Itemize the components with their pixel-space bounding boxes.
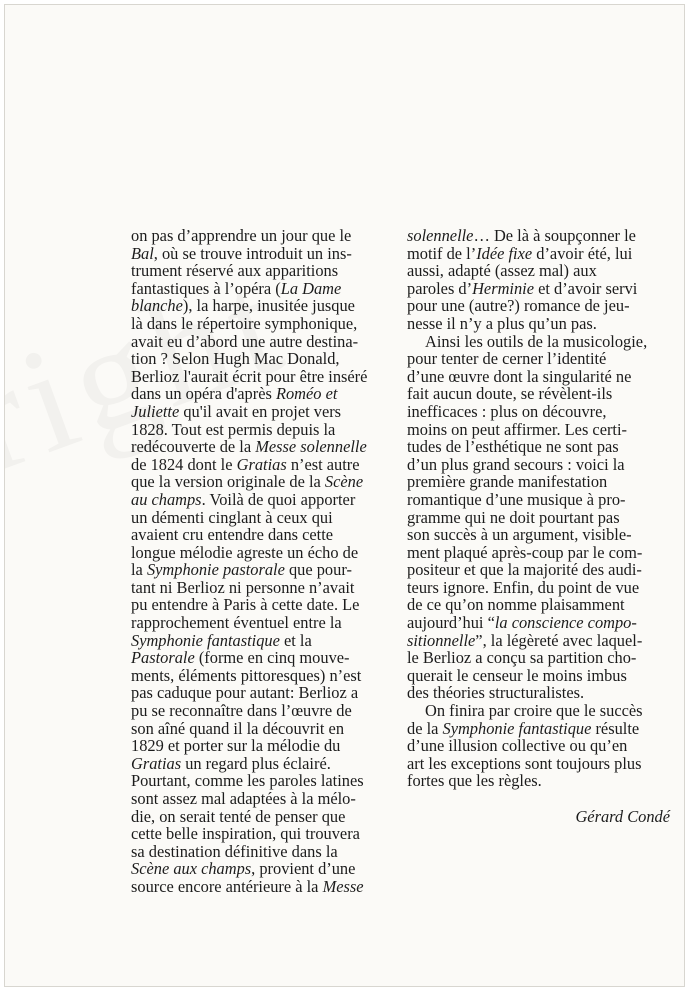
text-line [407, 526, 674, 544]
text-segment: aujourd’hui “ [407, 613, 495, 633]
text-segment: fait aucun doute, se révèlent-ils [407, 384, 613, 404]
text-segment: Pourtant, comme les paroles latines [131, 771, 364, 791]
text-line [407, 438, 674, 456]
text-line [131, 878, 396, 896]
text-segment: pu entendre à Paris à cette date. Le [131, 595, 360, 615]
text-segment: sont assez mal adaptées à la mélo- [131, 789, 356, 808]
text-line [131, 843, 396, 861]
text-line [131, 561, 396, 579]
italic-title-text: Idée fixe [476, 243, 533, 263]
text-line [131, 385, 396, 403]
text-segment: d’avoir été, lui [532, 243, 633, 263]
right-column-paragraphs [407, 227, 674, 790]
text-line [131, 649, 396, 667]
italic-title-text: la conscience compo- [494, 613, 637, 633]
italic-title-text: La Dame [280, 278, 342, 298]
text-line [131, 280, 396, 298]
text-line [131, 737, 396, 755]
text-line [407, 421, 674, 439]
right-text-column [407, 227, 674, 826]
text-line [131, 403, 396, 421]
text-line [407, 772, 674, 790]
text-segment: la [131, 560, 147, 580]
text-segment: querait le censeur le moins imbus [407, 665, 627, 685]
italic-title-text: Symphonie fantastique [131, 630, 280, 650]
text-line [407, 456, 674, 474]
text-segment: pas caduque pour autant: Berlioz a [131, 683, 359, 703]
text-line [131, 245, 396, 263]
text-segment: cette belle inspiration, qui trouvera [131, 824, 360, 844]
text-line [407, 702, 674, 720]
text-segment: 1828. Tout est permis depuis la [131, 419, 336, 439]
paragraph [131, 227, 396, 896]
text-line [131, 772, 396, 790]
text-segment: … De là à soupçonner le [473, 226, 636, 245]
text-segment: de ce qu’on nomme plaisamment [407, 595, 625, 615]
text-segment: paroles d’ [407, 278, 473, 298]
text-line [407, 649, 674, 667]
text-line [407, 544, 674, 562]
italic-title-text: solennelle [407, 226, 474, 245]
text-segment: romantique d’une musique à pro- [407, 489, 626, 509]
text-segment: die, on serait tenté de penser que [131, 806, 346, 826]
text-segment: d’une illusion collective ou qu’en [407, 736, 628, 756]
text-line [131, 315, 396, 333]
text-line [131, 808, 396, 826]
text-line [131, 227, 396, 245]
text-line [131, 421, 396, 439]
text-segment: d’un plus grand secours : voici la [407, 454, 625, 474]
text-segment: que la version originale de la [131, 472, 325, 492]
text-segment: n’est autre [286, 454, 360, 474]
italic-title-text: au champs [131, 489, 202, 509]
text-segment: que pour- [284, 560, 352, 580]
text-segment: positeur et que la majorité des audi- [407, 560, 642, 580]
text-segment: son aîné quand il la découvrit en [131, 718, 345, 738]
text-segment: fantastiques à l’opéra ( [131, 278, 281, 298]
text-segment: Ainsi les outils de la musicologie, [425, 331, 648, 351]
left-text-column [131, 227, 396, 896]
text-line [407, 579, 674, 597]
text-line [131, 297, 396, 315]
text-segment: tudes de l’esthétique ne sont pas [407, 437, 619, 457]
text-line [131, 438, 396, 456]
text-segment: résulte [591, 718, 640, 738]
text-segment: un regard plus éclairé. [181, 753, 331, 773]
text-line [131, 491, 396, 509]
text-line [407, 614, 674, 632]
text-segment: aussi, adapté (assez mal) aux [407, 261, 597, 281]
text-segment: source encore antérieure à la [131, 876, 323, 896]
text-segment: trument réservé aux apparitions [131, 261, 339, 281]
text-segment: pour tenter de cerner l’identité [407, 349, 607, 369]
italic-title-text: blanche [131, 296, 183, 316]
text-line [407, 368, 674, 386]
text-line [131, 632, 396, 650]
text-segment: qu'il avait en projet vers [179, 401, 342, 421]
text-line [131, 755, 396, 773]
text-line [407, 315, 674, 333]
text-line [407, 561, 674, 579]
paragraph [407, 227, 674, 333]
text-segment: (forme en cinq mouve- [194, 648, 350, 668]
italic-title-text: Gratias [131, 753, 182, 773]
text-segment: ments, éléments pittoresques) n’est [131, 665, 362, 685]
text-segment: , provient d’une [251, 859, 356, 879]
text-line [407, 632, 674, 650]
paragraph [407, 333, 674, 702]
text-segment: le Berlioz a conçu sa partition cho- [407, 648, 637, 668]
text-segment: ment plaqué après-coup par le com- [407, 542, 643, 562]
text-line [407, 737, 674, 755]
text-segment: un démenti cinglant à ceux qui [131, 507, 333, 527]
italic-title-text: sitionnelle [407, 630, 476, 650]
text-line [131, 456, 396, 474]
text-segment: dans un opéra d'après [131, 384, 276, 404]
text-line [407, 245, 674, 263]
text-line [131, 368, 396, 386]
text-segment: des théories structuralistes. [407, 683, 585, 703]
text-line [407, 473, 674, 491]
text-line [407, 297, 674, 315]
text-segment: de 1824 dont le [131, 454, 237, 474]
italic-title-text: Messe [322, 876, 364, 896]
text-line [131, 614, 396, 632]
text-line [407, 262, 674, 280]
text-line [131, 509, 396, 527]
text-line [131, 262, 396, 280]
text-segment: On finira par croire que le succès [425, 701, 643, 721]
italic-title-text: Bal [131, 243, 154, 263]
text-line [131, 667, 396, 685]
text-segment: pu se reconnaître dans l’œuvre de [131, 701, 352, 721]
author-signature: Gérard Condé [575, 807, 670, 826]
text-line [131, 825, 396, 843]
text-line [131, 860, 396, 878]
italic-title-text: Herminie [472, 278, 534, 298]
text-segment: moins on peut affirmer. Les certi- [407, 419, 627, 439]
text-line [131, 684, 396, 702]
text-line [407, 509, 674, 527]
text-segment: avait eu d’abord une autre destina- [131, 331, 359, 351]
italic-title-text: Gratias [236, 454, 287, 474]
text-line [407, 403, 674, 421]
text-segment: , où se trouve introduit un ins- [153, 243, 352, 263]
text-line [407, 596, 674, 614]
text-line [407, 667, 674, 685]
text-segment: on pas d’apprendre un jour que le [131, 226, 352, 245]
text-line [131, 579, 396, 597]
text-line [407, 333, 674, 351]
text-segment: ”, la légèreté avec laquel- [475, 630, 643, 650]
text-segment: et d’avoir servi [534, 278, 638, 298]
text-line [131, 473, 396, 491]
text-line [131, 350, 396, 368]
text-segment: tant ni Berlioz ni personne n’avait [131, 577, 355, 597]
text-line [407, 684, 674, 702]
text-line [131, 702, 396, 720]
text-segment: longue mélodie agreste un écho de [131, 542, 359, 562]
italic-title-text: Pastorale [131, 648, 195, 668]
italic-title-text: Messe solennelle [255, 437, 367, 457]
document-page [5, 5, 684, 986]
text-segment: pour une (autre?) romance de jeu- [407, 296, 630, 316]
text-segment: sa destination définitive dans la [131, 841, 338, 861]
text-line [131, 544, 396, 562]
text-segment: nesse il n’y a plus qu’un pas. [407, 313, 597, 333]
text-line [131, 790, 396, 808]
text-segment: teurs ignore. Enfin, du point de vue [407, 577, 640, 597]
text-segment: redécouverte de la [131, 437, 256, 457]
text-segment: tion ? Selon Hugh Mac Donald, [131, 349, 340, 369]
text-segment: avaient cru entendre dans cette [131, 525, 334, 545]
italic-title-text: Symphonie fantastique [442, 718, 592, 738]
text-segment: art les exceptions sont toujours plus [407, 753, 642, 773]
text-segment: fortes que les règles. [407, 771, 542, 791]
text-line [131, 720, 396, 738]
italic-title-text: Juliette [131, 401, 180, 421]
text-segment: là dans le répertoire symphonique, [131, 313, 358, 333]
text-line [131, 526, 396, 544]
paragraph [407, 702, 674, 790]
text-segment: de la [407, 718, 443, 738]
text-line [407, 385, 674, 403]
text-line [407, 720, 674, 738]
text-segment: inefficaces : plus on découvre, [407, 401, 607, 421]
text-segment: et la [279, 630, 312, 650]
text-segment: gramme qui ne doit pourtant pas [407, 507, 620, 527]
text-line [407, 227, 674, 245]
italic-title-text: Scène aux champs [131, 859, 252, 879]
text-line [407, 350, 674, 368]
text-line [131, 333, 396, 351]
italic-title-text: Roméo et [275, 384, 338, 404]
text-segment: rapprochement éventuel entre la [131, 613, 342, 633]
text-segment: son succès à un argument, visible- [407, 525, 632, 545]
text-segment: motif de l’ [407, 243, 477, 263]
text-segment: 1829 et porter sur la mélodie du [131, 736, 341, 756]
text-segment: d’une œuvre dont la singularité ne [407, 366, 632, 386]
italic-title-text: Scène [324, 472, 364, 492]
text-line [407, 280, 674, 298]
text-segment: première grande manifestation [407, 472, 608, 492]
text-line [407, 491, 674, 509]
text-segment: . Voilà de quoi apporter [201, 489, 356, 509]
text-line [407, 755, 674, 773]
italic-title-text: Symphonie pastorale [146, 560, 285, 580]
text-line [131, 596, 396, 614]
text-segment: Berlioz l'aurait écrit pour être inséré [131, 366, 368, 386]
text-segment: ), la harpe, inusitée jusque [182, 296, 355, 316]
